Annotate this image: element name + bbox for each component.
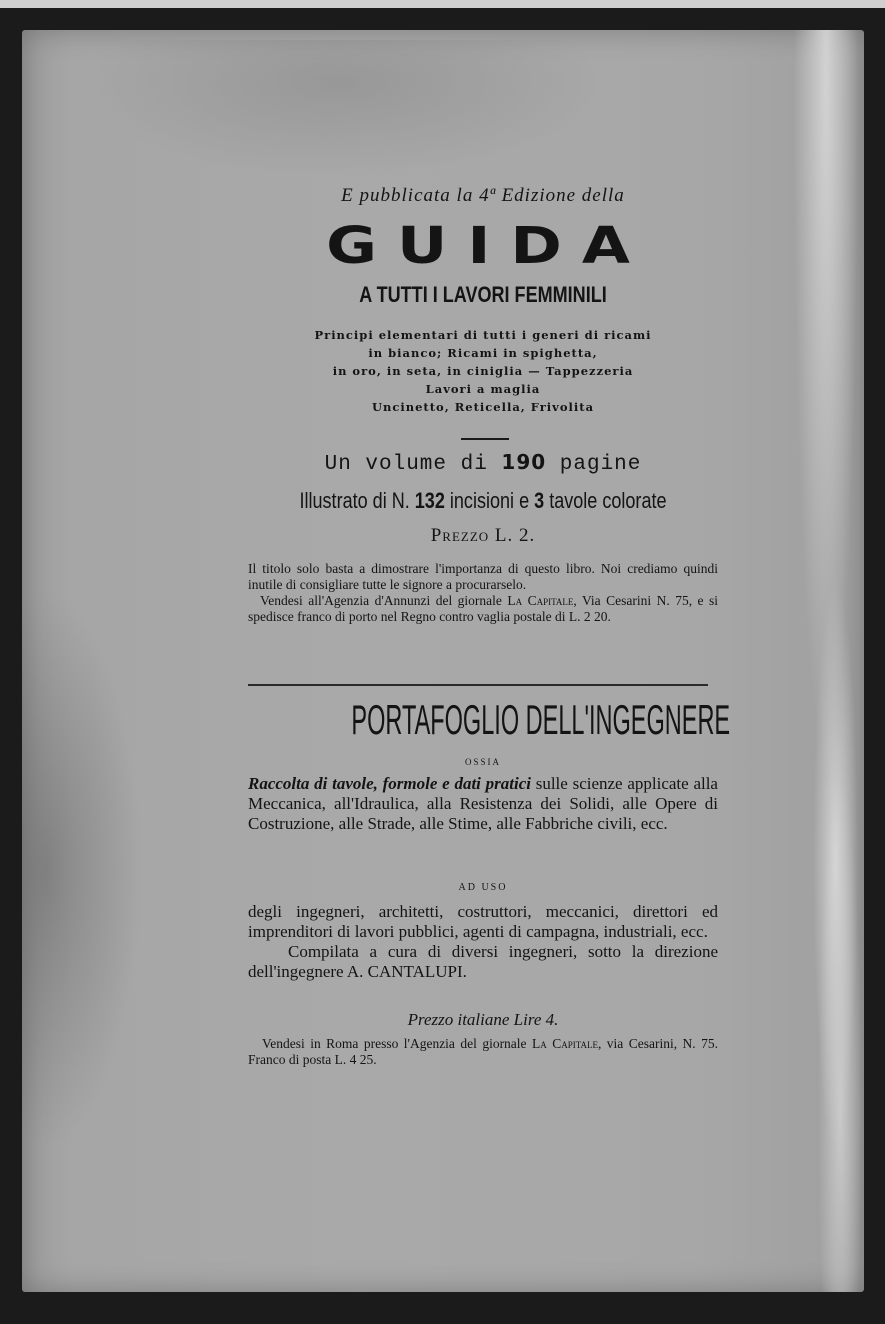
water-stain — [22, 590, 142, 1150]
torn-edge — [769, 30, 864, 1292]
section-divider — [248, 684, 708, 686]
sale-info — [248, 1036, 718, 1068]
portafoglio-price: Prezzo italiane Lire 4. — [407, 1010, 559, 1029]
newspaper-name: La Capitale — [507, 593, 574, 608]
sale-prefix: Vendesi in Roma presso l'Agenzia del giornale — [262, 1036, 532, 1051]
ad-uso-label: AD USO — [458, 882, 508, 893]
guida-title: GUIDA — [326, 215, 650, 276]
illustrated-suffix: tavole colorate — [544, 488, 667, 513]
guida-description — [248, 561, 718, 625]
engravings-count: 132 — [414, 488, 445, 513]
divider — [461, 438, 509, 440]
compiled-text: Compilata a cura di diversi ingegneri, sotto la direzione dell'ingegnere A. CANTALUPI. — [248, 942, 718, 981]
plates-count: 3 — [534, 488, 545, 513]
feature-line: Principi elementari di tutti i generi di ricami — [314, 328, 652, 342]
sale-prefix: Vendesi all'Agenzia d'Annunzi del giornale — [260, 593, 508, 608]
feature-line: Uncinetto, Reticella, Frivolita — [371, 400, 595, 414]
volume-prefix: Un volume di — [324, 453, 502, 476]
feature-line: in oro, in seta, in ciniglia — Tappezzeria — [332, 364, 634, 378]
portafoglio-audience — [248, 902, 718, 982]
page-count: 190 — [501, 450, 547, 474]
feature-line: in bianco; Ricami in spighetta, — [368, 346, 598, 360]
portafoglio-title: PORTAFOGLIO DELL'INGEGNERE — [351, 696, 731, 743]
feature-line: Lavori a maglia — [425, 382, 541, 396]
guida-subtitle: A TUTTI I LAVORI FEMMINILI — [359, 282, 607, 307]
sale-info — [248, 593, 718, 625]
newspaper-name: La Capitale — [532, 1036, 598, 1051]
audience-text: degli ingegneri, architetti, costruttori, meccanici, direttori ed imprenditori di lavori pubblici, agenti di campagna, industriali, ecc. — [248, 902, 718, 941]
guida-price: Prezzo L. 2. — [430, 525, 536, 546]
portafoglio-sale — [248, 1036, 718, 1068]
illustrated-prefix: Illustrato di N. — [299, 488, 415, 513]
volume-line — [248, 450, 718, 476]
illustrated-mid: incisioni e — [444, 488, 535, 513]
ossia-label: OSSIA — [464, 757, 501, 767]
portafoglio-description — [248, 774, 718, 834]
lead-italic: Raccolta di tavole, formole e dati pratici — [248, 774, 531, 793]
lead-rest: sulle scienze applicate alla Meccanica, all'Idraulica, alla Resistenza dei Solidi, alle Opere di Costruzione, alle Strade, alle Stime, alle Fabbriche civili, ecc. — [248, 774, 718, 833]
volume-suffix: pagine — [546, 453, 642, 476]
features-list — [248, 326, 718, 416]
top-frame-strip — [0, 0, 885, 8]
illustrations-line — [290, 488, 675, 514]
edition-notice: E pubblicata la 4ª Edizione della — [341, 185, 625, 206]
description-text: Il titolo solo basta a dimostrare l'importanza di questo libro. Noi crediamo quindi inutile di consigliare tutte le signore a procurarselo. — [248, 561, 718, 592]
sale-suffix: , via Cesarini, N. 75. Franco di posta L. 4 25. — [248, 1036, 719, 1067]
sale-suffix: , Via Cesarini N. 75, e si spedisce franco di porto nel Regno contro vaglia postale di L. 2 20. — [248, 593, 718, 624]
water-stain — [82, 40, 602, 180]
portafoglio-lead — [248, 774, 718, 834]
